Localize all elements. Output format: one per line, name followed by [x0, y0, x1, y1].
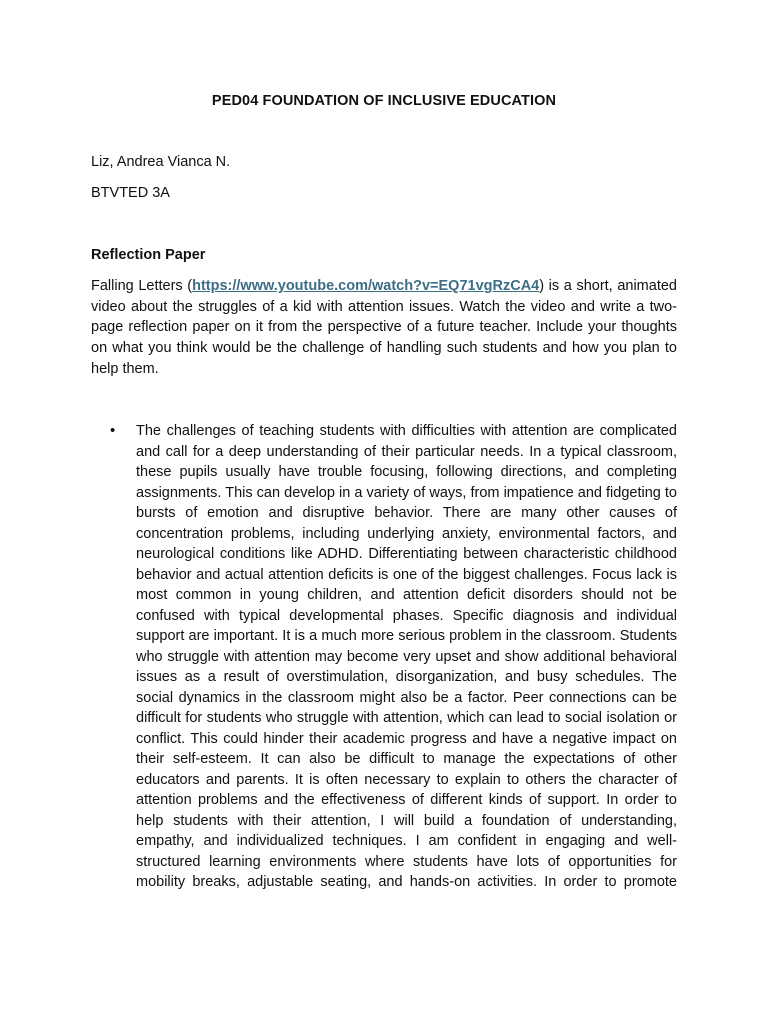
intro-paragraph: [91, 276, 677, 380]
intro-suffix: ) is a short, animated video about the struggles of a kid with attention issues. Watch the video and write a two-page reflection paper on it from the perspective of a future teacher. Include your thoughts on what you think would be the challenge of handling such students and how you plan to help them.: [91, 278, 677, 377]
author-name: Liz, Andrea Vianca N.: [91, 154, 231, 170]
document-title: PED04 FOUNDATION OF INCLUSIVE EDUCATION: [211, 93, 557, 109]
class-section: BTVTED 3A: [91, 185, 170, 201]
bullet-icon: •: [110, 422, 116, 439]
intro-prefix: Falling Letters (: [91, 278, 193, 294]
video-link[interactable]: https://www.youtube.com/watch?v=EQ71vgRzCA4: [192, 278, 540, 294]
bullet-paragraph: The challenges of teaching students with difficulties with attention are complicated and call for a deep understanding of their particular needs. In a typical classroom, these pupils usually have trouble focusing, following directions, and completing assignments. This can develop in a variety of ways, from impatience and fidgeting to bursts of emotion and disruptive behavior. There are many other causes of concentration problems, including underlying anxiety, environmental factors, and neurological conditions like ADHD. Differentiating between characteristic childhood behavior and actual attention deficits is one of the biggest challenges. Focus lack is most common in young children, and attention deficit disorders should not be confused with typical developmental phases. Specific diagnosis and individual support are important. It is a much more serious problem in the classroom. Students who struggle with attention may become very upset and show additional behavioral issues as a result of overstimulation, disorganization, and busy schedules. The social dynamics in the classroom might also be a factor. Peer connections can be difficult for students who struggle with attention, which can lead to social isolation or conflict. This could hinder their academic progress and have a negative impact on their self-esteem. It can also be difficult to manage the expectations of other educators and parents. It is often necessary to explain to others the character of attention problems and the effectiveness of different kinds of support. In order to help students with their attention, I will build a foundation of understanding, empathy, and individualized techniques. I am confident in engaging and well-structured learning environments where students have lots of opportunities for mobility breaks, adjustable seating, and hands-on activities. In order to promote: [136, 423, 677, 890]
section-heading: Reflection Paper: [91, 247, 206, 263]
